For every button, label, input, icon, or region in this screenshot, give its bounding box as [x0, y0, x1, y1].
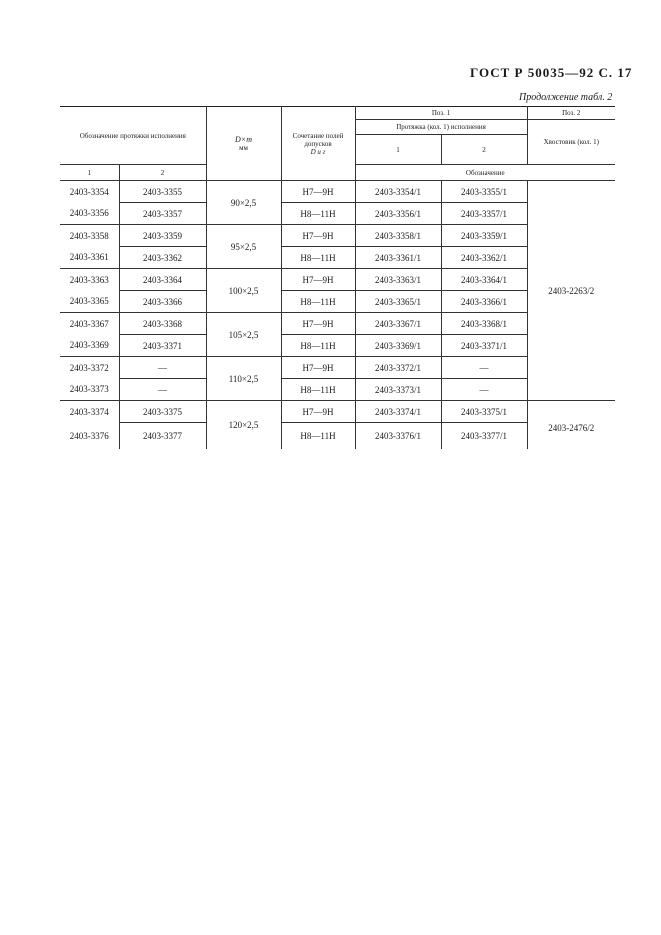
cell-dxm: 90×2,5 [206, 181, 281, 225]
cell-pos1-1: 2403-3376/1 [355, 423, 441, 449]
header-fit-sub: D и г [310, 147, 326, 156]
header-pos1-idx-1: 1 [355, 135, 441, 165]
cell-pos1-1: 2403-3356/1 [355, 203, 441, 225]
header-fit [281, 107, 355, 181]
cell-fit: H7—9H [281, 181, 355, 203]
cell-designation-1: 2403-3376 [60, 423, 119, 449]
cell-designation-2: — [119, 357, 206, 379]
header-dxm-symbol: D×m [235, 134, 252, 144]
data-table [60, 106, 615, 449]
cell-pos1-2: 2403-3375/1 [441, 401, 527, 423]
cell-pos1-1: 2403-3361/1 [355, 247, 441, 269]
header-designation: Обозначение протяжки исполнения [60, 107, 206, 165]
header-pos1: Поз. 1 [355, 107, 527, 120]
cell-pos1-2: 2403-3371/1 [441, 335, 527, 357]
cell-designation-2: 2403-3368 [119, 313, 206, 335]
cell-pos1-2: 2403-3366/1 [441, 291, 527, 313]
cell-pos1-1: 2403-3373/1 [355, 379, 441, 401]
header-fit-label: Сочетание полей допусков [292, 131, 344, 148]
cell-designation-2: 2403-3362 [119, 247, 206, 269]
cell-designation-2: 2403-3355 [119, 181, 206, 203]
cell-designation-2: 2403-3371 [119, 335, 206, 357]
cell-fit: H8—11H [281, 379, 355, 401]
header-dxm [206, 107, 281, 181]
cell-designation-1: 2403-3369 [60, 335, 119, 357]
cell-pos1-2: 2403-3355/1 [441, 181, 527, 203]
cell-designation-1: 2403-3356 [60, 203, 119, 225]
cell-designation-2: 2403-3366 [119, 291, 206, 313]
cell-fit: H8—11H [281, 203, 355, 225]
header-dxm-unit: мм [239, 143, 248, 152]
cell-dxm: 120×2,5 [206, 401, 281, 449]
cell-pos1-1: 2403-3367/1 [355, 313, 441, 335]
cell-designation-2: — [119, 379, 206, 401]
header-pos2-sub: Хвостовик (кол. 1) [527, 120, 615, 165]
cell-fit: H8—11H [281, 423, 355, 449]
cell-dxm: 105×2,5 [206, 313, 281, 357]
cell-designation-1: 2403-3365 [60, 291, 119, 313]
cell-pos1-2: 2403-3377/1 [441, 423, 527, 449]
cell-pos1-1: 2403-3374/1 [355, 401, 441, 423]
cell-fit: H7—9H [281, 313, 355, 335]
cell-fit: H8—11H [281, 291, 355, 313]
cell-designation-1: 2403-3361 [60, 247, 119, 269]
cell-pos1-1: 2403-3354/1 [355, 181, 441, 203]
cell-pos1-1: 2403-3358/1 [355, 225, 441, 247]
cell-dxm: 100×2,5 [206, 269, 281, 313]
cell-designation-2: 2403-3377 [119, 423, 206, 449]
cell-pos1-1: 2403-3363/1 [355, 269, 441, 291]
cell-designation-2: 2403-3375 [119, 401, 206, 423]
cell-fit: H8—11H [281, 335, 355, 357]
cell-pos1-2: — [441, 357, 527, 379]
cell-pos1-2: 2403-3359/1 [441, 225, 527, 247]
table-continuation-label: Продолжение табл. 2 [519, 92, 613, 103]
cell-pos1-1: 2403-3365/1 [355, 291, 441, 313]
header-pos2: Поз. 2 [527, 107, 615, 120]
page-header: ГОСТ Р 50035—92 С. 17 [470, 65, 633, 80]
cell-dxm: 110×2,5 [206, 357, 281, 401]
cell-designation-1: 2403-3373 [60, 379, 119, 401]
header-designation-idx-1: 1 [60, 165, 119, 181]
cell-pos2: 2403-2263/2 [527, 181, 615, 401]
cell-fit: H7—9H [281, 225, 355, 247]
cell-designation-1: 2403-3358 [60, 225, 119, 247]
header-oboznachenie: Обозначение [355, 165, 615, 181]
cell-pos2: 2403-2476/2 [527, 401, 615, 449]
cell-fit: H7—9H [281, 269, 355, 291]
cell-pos1-2: 2403-3362/1 [441, 247, 527, 269]
cell-designation-2: 2403-3357 [119, 203, 206, 225]
cell-designation-1: 2403-3372 [60, 357, 119, 379]
cell-pos1-2: — [441, 379, 527, 401]
header-pos1-sub: Протяжка (кол. 1) исполнения [355, 120, 527, 135]
cell-dxm: 95×2,5 [206, 225, 281, 269]
cell-pos1-1: 2403-3372/1 [355, 357, 441, 379]
cell-designation-1: 2403-3374 [60, 401, 119, 423]
cell-designation-1: 2403-3363 [60, 269, 119, 291]
cell-pos1-2: 2403-3364/1 [441, 269, 527, 291]
cell-pos1-1: 2403-3369/1 [355, 335, 441, 357]
cell-designation-2: 2403-3364 [119, 269, 206, 291]
cell-designation-1: 2403-3367 [60, 313, 119, 335]
cell-pos1-2: 2403-3357/1 [441, 203, 527, 225]
cell-fit: H7—9H [281, 357, 355, 379]
cell-designation-1: 2403-3354 [60, 181, 119, 203]
cell-fit: H8—11H [281, 247, 355, 269]
header-designation-idx-2: 2 [119, 165, 206, 181]
header-pos1-idx-2: 2 [441, 135, 527, 165]
cell-pos1-2: 2403-3368/1 [441, 313, 527, 335]
cell-fit: H7—9H [281, 401, 355, 423]
cell-designation-2: 2403-3359 [119, 225, 206, 247]
